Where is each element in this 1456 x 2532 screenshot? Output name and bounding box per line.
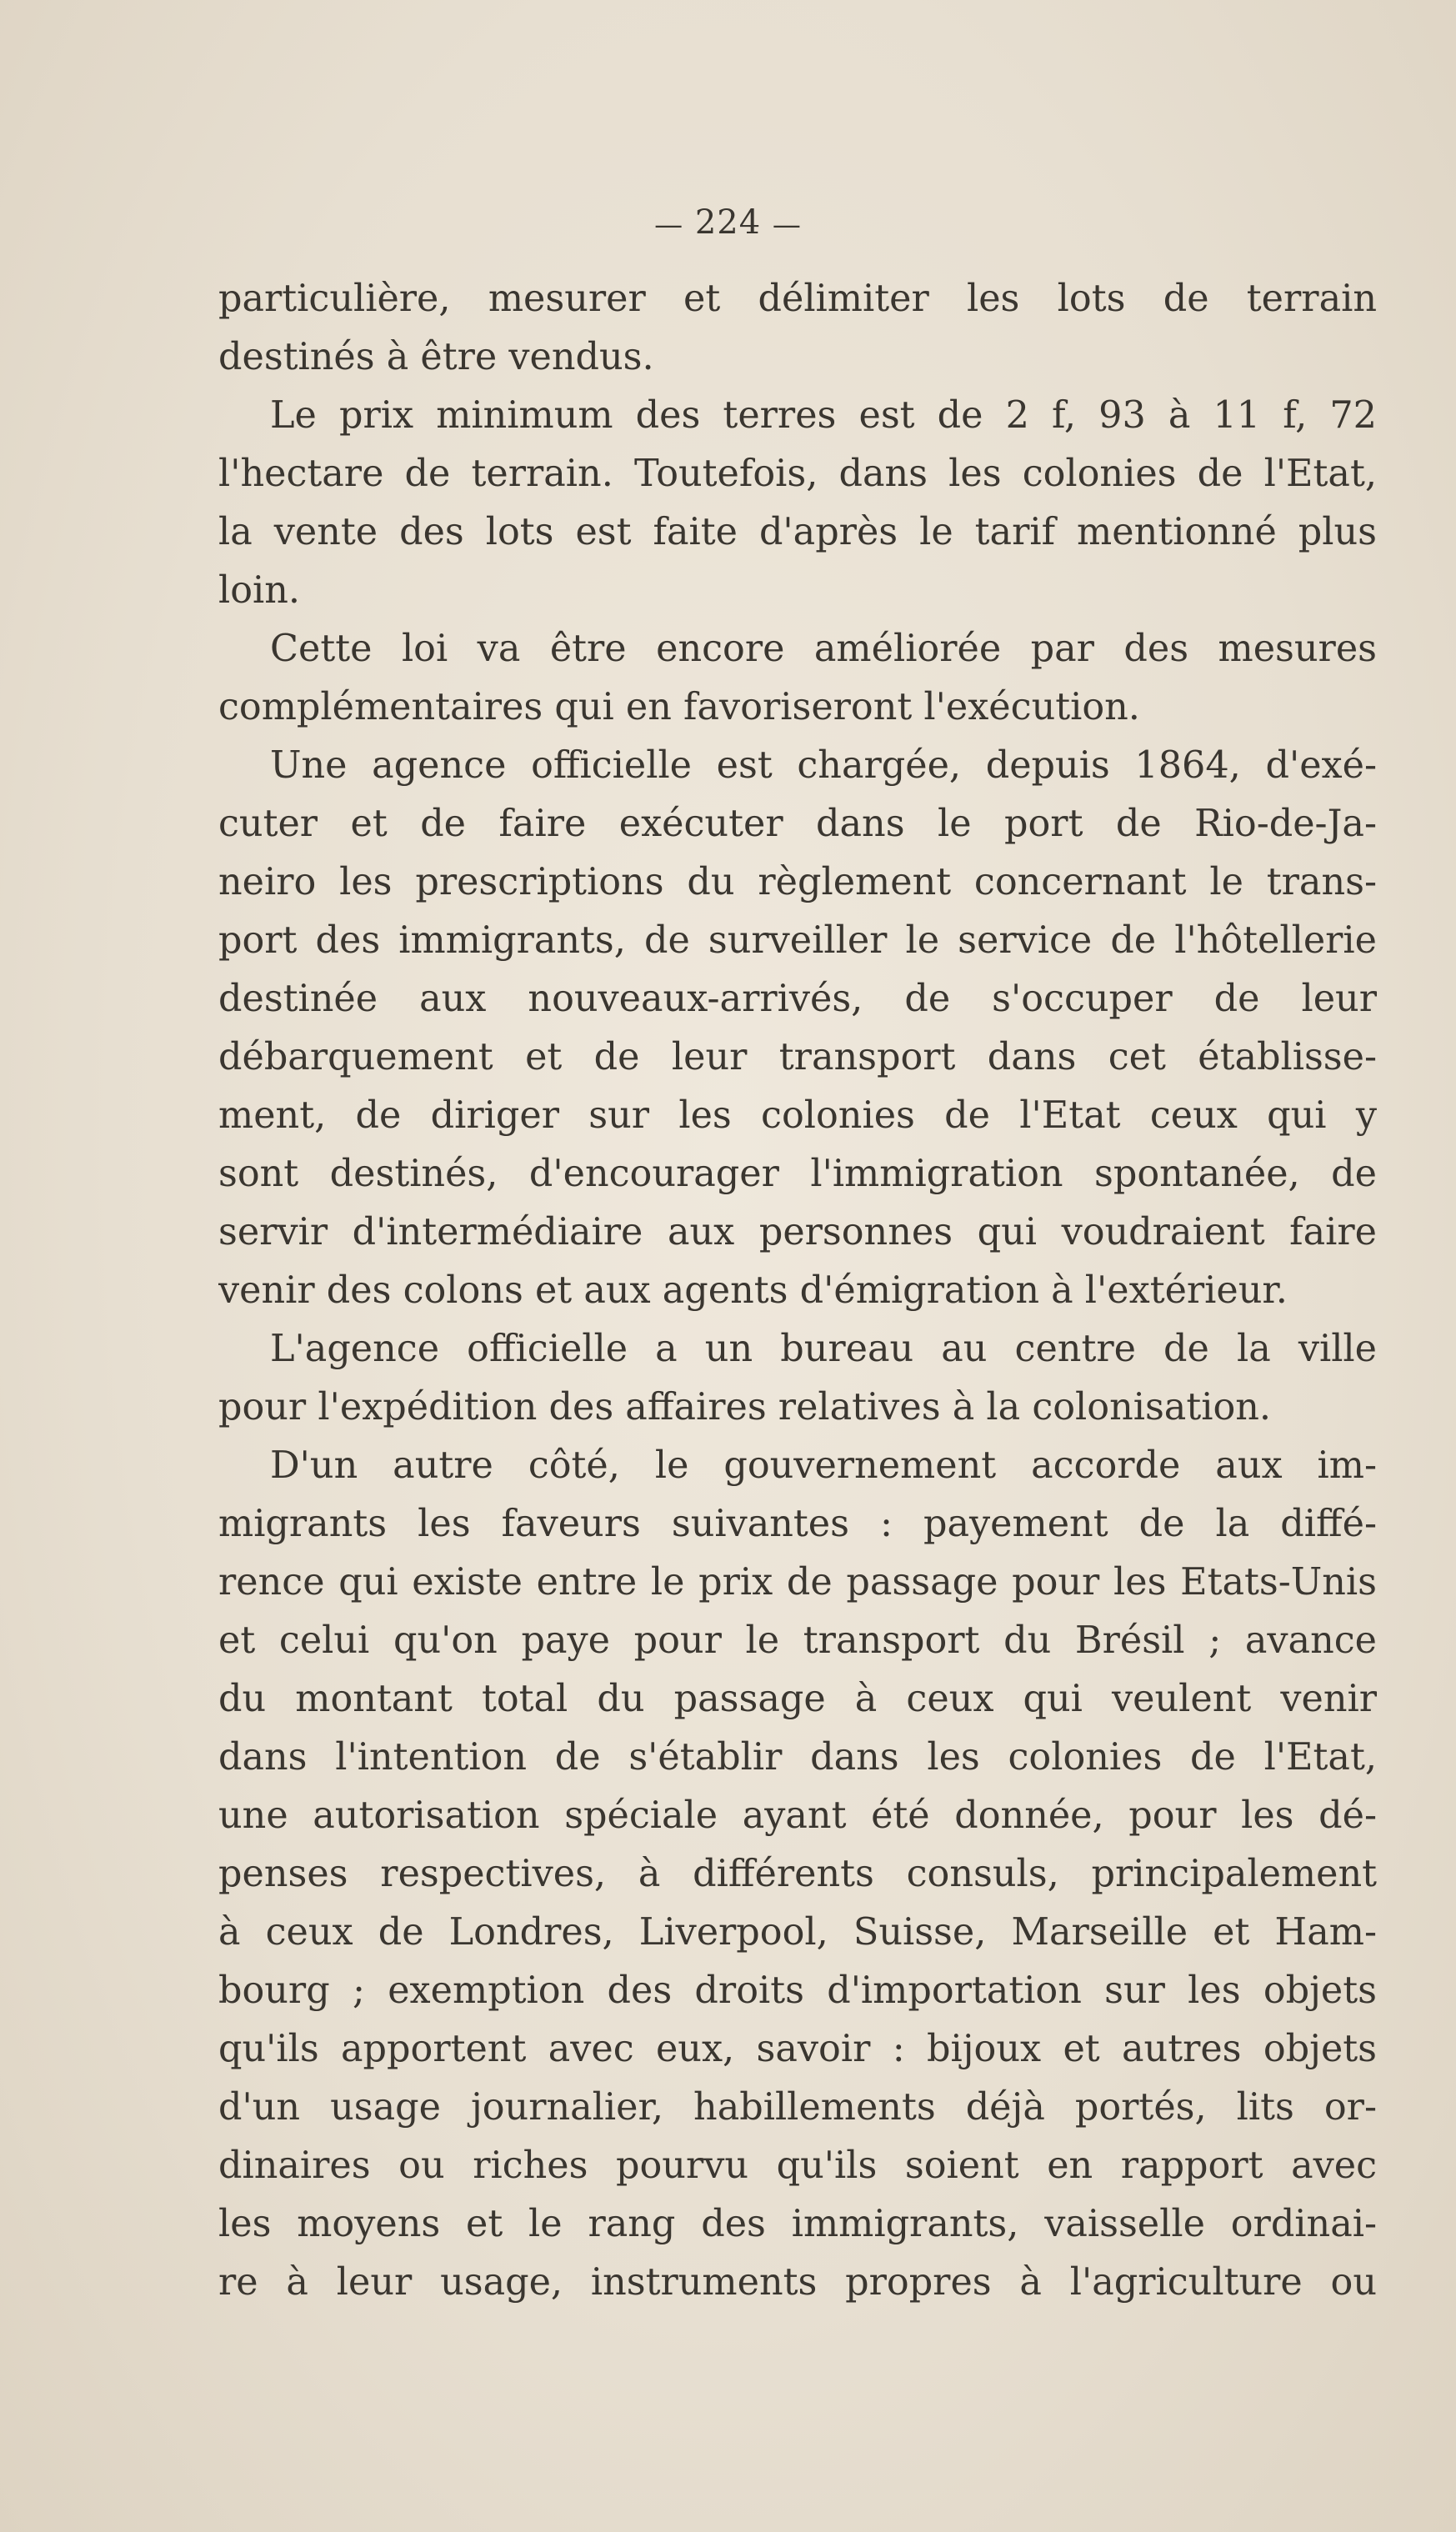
text-line: dinaires ou riches pourvu qu'ils soient en rapport avec bbox=[218, 2144, 1377, 2187]
text-line: bourg ; exemption des droits d'importation sur les objets bbox=[218, 1969, 1377, 2012]
text-line: venir des colons et aux agents d'émigration à l'extérieur. bbox=[218, 1269, 1288, 1312]
text-line: loin. bbox=[218, 569, 301, 612]
header-ornament-right: — bbox=[772, 208, 802, 242]
text-line: penses respectives, à différents consuls, principalement bbox=[218, 1853, 1377, 1895]
page-number-header bbox=[0, 203, 1456, 242]
text-line: pour l'expédition des affaires relatives à la colonisation. bbox=[218, 1386, 1272, 1429]
text-line: re à leur usage, instruments propres à l'agriculture ou bbox=[218, 2261, 1377, 2304]
text-line: Cette loi va être encore améliorée par des mesures bbox=[270, 628, 1377, 670]
text-line: Le prix minimum des terres est de 2 f, 93 à 11 f, 72 bbox=[270, 394, 1377, 437]
page-number: 224 bbox=[694, 203, 762, 242]
text-line: particulière, mesurer et délimiter les lots de terrain bbox=[218, 278, 1377, 320]
text-line: cuter et de faire exécuter dans le port de Rio-de-Ja- bbox=[218, 803, 1377, 845]
text-line: servir d'intermédiaire aux personnes qui voudraient faire bbox=[218, 1211, 1377, 1253]
text-line: sont destinés, d'encourager l'immigration spontanée, de bbox=[218, 1153, 1377, 1195]
text-line: et celui qu'on paye pour le transport du Brésil ; avance bbox=[218, 1619, 1377, 1662]
text-line: destinés à être vendus. bbox=[218, 336, 654, 378]
text-line: Une agence officielle est chargée, depuis 1864, d'exé- bbox=[270, 744, 1377, 787]
text-line: ment, de diriger sur les colonies de l'Etat ceux qui y bbox=[218, 1094, 1377, 1137]
text-line: à ceux de Londres, Liverpool, Suisse, Marseille et Ham- bbox=[218, 1911, 1377, 1954]
text-line: d'un usage journalier, habillements déjà portés, lits or- bbox=[218, 2086, 1377, 2129]
text-line: une autorisation spéciale ayant été donnée, pour les dé- bbox=[218, 1794, 1377, 1837]
text-line: rence qui existe entre le prix de passage pour les Etats-Unis bbox=[218, 1561, 1377, 1604]
text-line: les moyens et le rang des immigrants, vaisselle ordinai- bbox=[218, 2203, 1377, 2245]
text-line: du montant total du passage à ceux qui veulent venir bbox=[218, 1678, 1377, 1720]
text-line: D'un autre côté, le gouvernement accorde aux im- bbox=[270, 1444, 1377, 1487]
text-line: qu'ils apportent avec eux, savoir : bijoux et autres objets bbox=[218, 2028, 1377, 2070]
text-line: destinée aux nouveaux-arrivés, de s'occuper de leur bbox=[218, 978, 1377, 1020]
text-line: l'hectare de terrain. Toutefois, dans les colonies de l'Etat, bbox=[218, 453, 1377, 495]
text-line: neiro les prescriptions du règlement concernant le trans- bbox=[218, 861, 1377, 903]
header-ornament-left: — bbox=[654, 208, 684, 242]
text-line: port des immigrants, de surveiller le service de l'hôtellerie bbox=[218, 919, 1377, 962]
text-line: migrants les faveurs suivantes : payement de la diffé- bbox=[218, 1503, 1377, 1545]
text-line: la vente des lots est faite d'après le tarif mentionné plus bbox=[218, 511, 1377, 553]
text-line: L'agence officielle a un bureau au centre de la ville bbox=[270, 1328, 1377, 1370]
text-line: débarquement et de leur transport dans cet établisse- bbox=[218, 1036, 1377, 1078]
body-text bbox=[218, 270, 1377, 2312]
text-line: dans l'intention de s'établir dans les colonies de l'Etat, bbox=[218, 1736, 1377, 1779]
text-line: complémentaires qui en favoriseront l'exécution. bbox=[218, 686, 1140, 728]
